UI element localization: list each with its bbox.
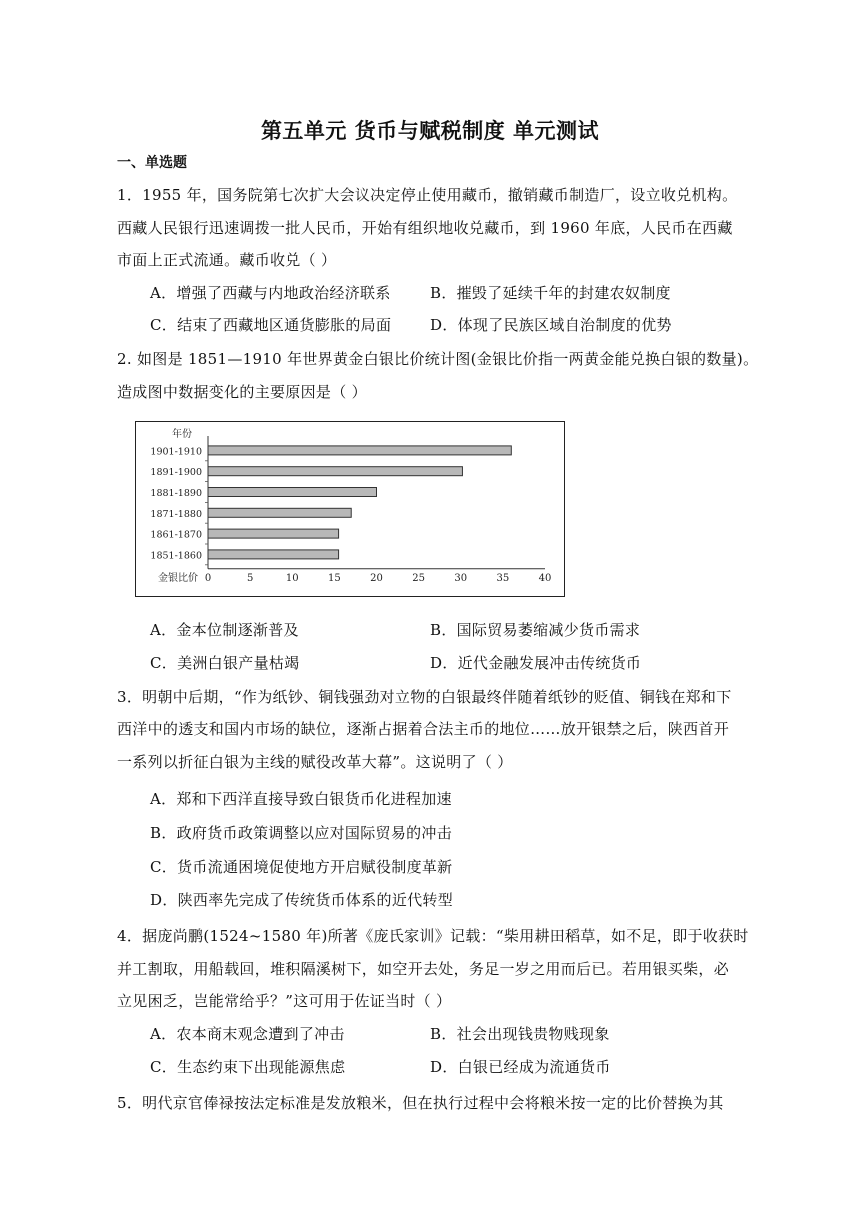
q4-option-a[interactable]: A．农本商末观念遭到了冲击 <box>150 1025 345 1043</box>
q5-line-1: 5．明代京官俸禄按法定标准是发放粮米，但在执行过程中会将粮米按一定的比价替换为其 <box>117 1094 724 1112</box>
category-label: 1901-1910 <box>150 446 202 458</box>
bar <box>208 446 511 455</box>
q2-line-2: 造成图中数据变化的主要原因是（ ） <box>117 383 367 401</box>
q1-line-2: 西藏人民银行迅速调拨一批人民币，开始有组织地收兑藏币，到 1960 年底，人民币在西藏 <box>117 219 733 237</box>
bar <box>208 508 351 517</box>
q1-option-a[interactable]: A．增强了西藏与内地政治经济联系 <box>150 284 391 302</box>
q1-option-b[interactable]: B．摧毁了延续千年的封建农奴制度 <box>430 284 671 302</box>
x-tick-label: 10 <box>285 572 299 584</box>
q4-option-d[interactable]: D．白银已经成为流通货币 <box>430 1058 611 1076</box>
x-tick-label: 15 <box>328 572 341 584</box>
q2-option-a[interactable]: A．金本位制逐渐普及 <box>150 621 299 639</box>
x-axis-title: 金银比价 <box>158 572 198 584</box>
page-title: 第五单元 货币与赋税制度 单元测试 <box>260 119 600 143</box>
q3-line-2: 西洋中的透支和国内市场的缺位，逐渐占据着合法主币的地位……放开银禁之后，陕西首开 <box>117 720 730 738</box>
q1-option-c[interactable]: C．结束了西藏地区通货膨胀的局面 <box>150 316 392 334</box>
gold-silver-ratio-chart <box>135 421 565 597</box>
q2-option-b[interactable]: B．国际贸易萎缩减少货币需求 <box>430 621 641 639</box>
category-label: 1891-1900 <box>150 467 202 479</box>
q2-line-1: 2. 如图是 1851—1910 年世界黄金白银比价统计图(金银比价指一两黄金能兑换白银的数量)。 <box>117 350 759 368</box>
q4-option-c[interactable]: C．生态约束下出现能源焦虑 <box>150 1058 346 1076</box>
q3-option-a[interactable]: A．郑和下西洋直接导致白银货币化进程加速 <box>150 790 452 808</box>
q1-line-1: 1．1955 年，国务院第七次扩大会议决定停止使用藏币，撤销藏币制造厂，设立收兑机构。 <box>117 186 738 204</box>
q2-option-d[interactable]: D．近代金融发展冲击传统货币 <box>430 654 642 672</box>
bar <box>208 488 377 497</box>
x-tick-label: 30 <box>454 572 468 584</box>
q3-option-c[interactable]: C．货币流通困境促使地方开启赋役制度革新 <box>150 858 453 876</box>
q3-option-b[interactable]: B．政府货币政策调整以应对国际贸易的冲击 <box>150 824 453 842</box>
category-label: 1851-1860 <box>150 550 202 562</box>
chart-svg <box>136 422 563 595</box>
q4-line-1: 4．据庞尚鹏(1524~1580 年)所著《庞氏家训》记载：“柴用耕田稻草，如不足，即于收获时 <box>117 927 749 945</box>
x-tick-label: 20 <box>370 572 383 584</box>
x-tick-label: 40 <box>538 572 552 584</box>
q4-line-2: 并工割取，用船载回，堆积隔溪树下，如空开去处，务足一岁之用而后已。若用银买柴，必 <box>117 960 730 978</box>
q3-line-3: 一系列以折征白银为主线的赋役改革大幕”。这说明了（ ） <box>117 753 513 771</box>
q4-line-3: 立见困乏，岂能常给乎？”这可用于佐证当时（ ） <box>117 992 452 1010</box>
bar <box>208 529 339 538</box>
q3-line-1: 3．明朝中后期，“作为纸钞、铜钱强劲对立物的白银最终伴随着纸钞的贬值、铜钱在郑和下 <box>117 688 732 706</box>
section-heading: 一、单选题 <box>117 155 187 171</box>
q2-option-c[interactable]: C．美洲白银产量枯竭 <box>150 654 300 672</box>
x-tick-label: 5 <box>246 572 254 584</box>
category-label: 1861-1870 <box>150 529 202 541</box>
bar <box>208 467 462 476</box>
q3-option-d[interactable]: D．陕西率先完成了传统货币体系的近代转型 <box>150 891 454 909</box>
q1-line-3: 市面上正式流通。藏币收兑（ ） <box>117 251 337 269</box>
x-tick-label: 25 <box>412 572 425 584</box>
q1-option-d[interactable]: D．体现了民族区域自治制度的优势 <box>430 316 672 334</box>
x-tick-label: 35 <box>496 572 510 584</box>
q4-option-b[interactable]: B．社会出现钱贵物贱现象 <box>430 1025 610 1043</box>
y-axis-title: 年份 <box>172 429 192 440</box>
category-label: 1881-1890 <box>150 488 202 499</box>
category-label: 1871-1880 <box>150 508 202 520</box>
bar <box>208 550 339 559</box>
x-tick-label: 0 <box>204 572 212 584</box>
